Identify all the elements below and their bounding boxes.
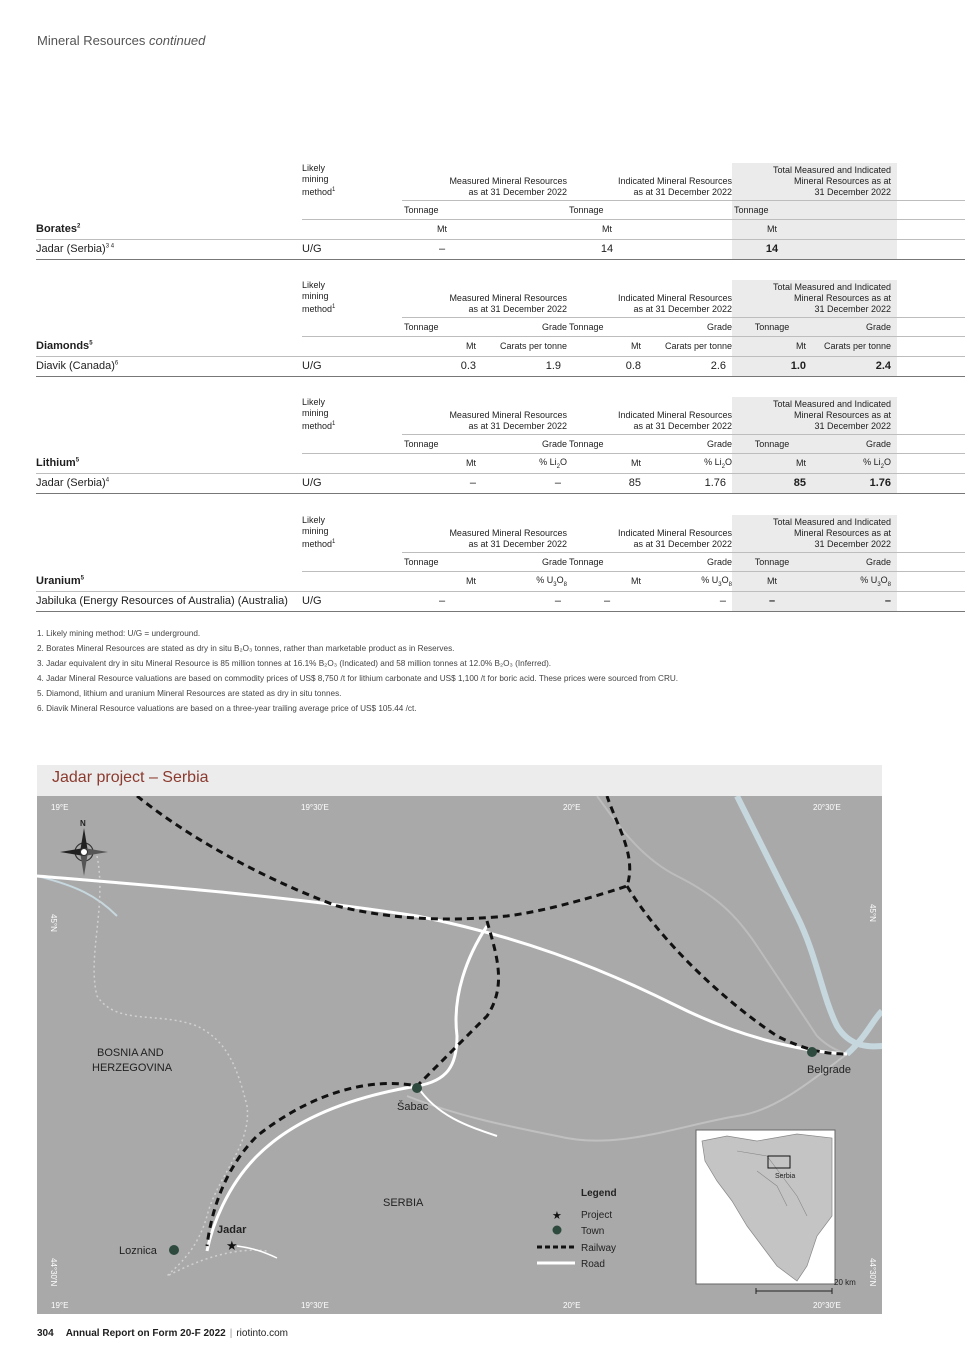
- tonnage-label: Tonnage: [402, 200, 482, 219]
- measured-header: Measured Mineral Resources as at 31 December 2022: [449, 527, 567, 549]
- lon-label-top: 20°30'E: [813, 803, 841, 812]
- tonnage-label: Tonnage: [402, 552, 482, 571]
- footnote: 2. Borates Mineral Resources are stated as dry in situ B₂O₃ tonnes, rather than marketable product as in Reserves.: [37, 644, 455, 653]
- lon-label-bottom: 20°30'E: [813, 1301, 841, 1310]
- unit-label: Mt: [732, 219, 812, 239]
- lat-label-left: 45°N: [49, 914, 58, 932]
- country-label-bih: BOSNIA AND: [97, 1047, 164, 1059]
- tonnage-label: Tonnage: [732, 200, 812, 219]
- lat-label-right: 44°30'N: [868, 1258, 877, 1287]
- method-header: Likely mining method$^1$: [302, 163, 336, 197]
- category-label: Borates$^2$: [36, 219, 302, 239]
- measured-grade: –: [482, 473, 567, 493]
- total-header: Total Measured and Indicated Mineral Resources as at 31 December 2022: [732, 280, 897, 317]
- table-row: [36, 591, 965, 611]
- unit-label: Mt: [567, 336, 647, 356]
- page-number: 304: [37, 1328, 54, 1339]
- measured-tonnage: –: [402, 239, 482, 259]
- grade-unit-label: % $Li_2O$: [647, 453, 732, 473]
- category-label: Lithium$^5$: [36, 453, 302, 473]
- total-grade: 2.4: [812, 356, 897, 376]
- category-label: Diamonds$^5$: [36, 336, 302, 356]
- method-header: Likely mining method$^1$: [302, 397, 336, 431]
- measured-tonnage: –: [402, 591, 482, 611]
- table-row: [36, 239, 965, 259]
- unit-label: Mt: [732, 453, 812, 473]
- lithium-table: [36, 397, 965, 494]
- deposit-name: Jadar (Serbia)$^4$: [36, 473, 302, 493]
- unit-label: Mt: [402, 453, 482, 473]
- unit-label: Mt: [567, 571, 647, 591]
- indicated-header: Indicated Mineral Resources as at 31 December 2022: [617, 175, 732, 197]
- total-tonnage: 14: [732, 239, 812, 259]
- legend-road-label: Road: [581, 1259, 605, 1270]
- legend-project-icon: ★: [552, 1210, 562, 1222]
- mining-method: U/G: [302, 239, 402, 259]
- method-header: Likely mining method$^1$: [302, 515, 336, 549]
- measured-header: Measured Mineral Resources as at 31 December 2022: [449, 175, 567, 197]
- legend-title: Legend: [581, 1188, 617, 1199]
- town-marker-sabac: [412, 1083, 422, 1093]
- indicated-grade: –: [647, 591, 732, 611]
- tonnage-label: Tonnage: [567, 317, 647, 336]
- project-star-icon: ★: [226, 1238, 238, 1253]
- country-label-bih: HERZEGOVINA: [92, 1062, 173, 1074]
- deposit-name: Diavik (Canada)$^6$: [36, 356, 302, 376]
- tonnage-label: Tonnage: [567, 552, 647, 571]
- measured-tonnage: 0.3: [402, 356, 482, 376]
- tonnage-label: Tonnage: [402, 317, 482, 336]
- total-header: Total Measured and Indicated Mineral Resources as at 31 December 2022: [732, 515, 897, 552]
- grade-label: Grade: [812, 317, 897, 336]
- north-label: N: [80, 819, 86, 828]
- borates-table: [36, 163, 965, 260]
- indicated-tonnage: 14: [567, 239, 647, 259]
- grade-label: Grade: [812, 434, 897, 453]
- lon-label-top: 19°30'E: [301, 803, 329, 812]
- inset-label: Serbia: [775, 1173, 796, 1180]
- indicated-header: Indicated Mineral Resources as at 31 December 2022: [617, 409, 732, 431]
- grade-label: Grade: [482, 434, 567, 453]
- grade-unit-label: Carats per tonne: [812, 336, 897, 356]
- indicated-grade: 2.6: [647, 356, 732, 376]
- legend-town-label: Town: [581, 1226, 605, 1237]
- total-tonnage: –: [732, 591, 812, 611]
- unit-label: Mt: [567, 453, 647, 473]
- measured-grade: 1.9: [482, 356, 567, 376]
- grade-unit-label: % $U_3O_8$: [482, 571, 567, 591]
- lon-label-top: 20°E: [563, 803, 581, 812]
- measured-header: Measured Mineral Resources as at 31 December 2022: [449, 409, 567, 431]
- uranium-table: [36, 515, 965, 612]
- table-row: [36, 356, 965, 376]
- footnote: 4. Jadar Mineral Resource valuations are based on commodity prices of US$ 8,750 /t for lithium carbonate and US$ 1,100 /t for boric acid. These prices were sourced from CRU.: [37, 674, 679, 683]
- footnote: 1. Likely mining method: U/G = underground.: [37, 629, 201, 638]
- grade-unit-label: % $U_3O_8$: [812, 571, 897, 591]
- grade-label: Grade: [647, 434, 732, 453]
- total-tonnage: 85: [732, 473, 812, 493]
- section-title: Mineral Resources continued: [37, 33, 206, 48]
- total-tonnage: 1.0: [732, 356, 812, 376]
- indicated-tonnage: –: [567, 591, 647, 611]
- tonnage-label: Tonnage: [732, 552, 812, 571]
- footnote: 6. Diavik Mineral Resource valuations are based on a three-year trailing average price of US$ 105.44 /ct.: [37, 704, 417, 713]
- measured-tonnage: –: [402, 473, 482, 493]
- indicated-tonnage: 85: [567, 473, 647, 493]
- town-label-sabac: Šabac: [397, 1101, 429, 1113]
- map-title: Jadar project – Serbia: [52, 769, 209, 786]
- unit-label: Mt: [402, 571, 482, 591]
- grade-label: Grade: [647, 552, 732, 571]
- town-marker-loznica: [169, 1245, 179, 1255]
- unit-label: Mt: [732, 571, 812, 591]
- deposit-name: Jabiluka (Energy Resources of Australia) (Australia): [36, 591, 302, 611]
- unit-label: Mt: [402, 336, 482, 356]
- measured-header: Measured Mineral Resources as at 31 December 2022: [449, 292, 567, 314]
- mining-method: U/G: [302, 473, 402, 493]
- grade-label: Grade: [482, 317, 567, 336]
- footnotes: [37, 626, 678, 716]
- total-header: Total Measured and Indicated Mineral Resources as at 31 December 2022: [732, 397, 897, 434]
- scale-label: 20 km: [834, 1278, 856, 1287]
- grade-unit-label: % $Li_2O$: [482, 453, 567, 473]
- tonnage-label: Tonnage: [732, 434, 812, 453]
- project-label-jadar: Jadar: [217, 1224, 247, 1236]
- jadar-map: [37, 796, 882, 1314]
- grade-unit-label: Carats per tonne: [482, 336, 567, 356]
- table-row: [36, 473, 965, 493]
- lat-label-right: 45°N: [868, 904, 877, 922]
- lon-label-bottom: 19°30'E: [301, 1301, 329, 1310]
- mining-method: U/G: [302, 356, 402, 376]
- lon-label-top: 19°E: [51, 803, 69, 812]
- footnote: 5. Diamond, lithium and uranium Mineral Resources are stated as dry in situ tonnes.: [37, 689, 342, 698]
- town-label-belgrade: Belgrade: [807, 1064, 852, 1076]
- grade-unit-label: % $Li_2O$: [812, 453, 897, 473]
- footnote: 3. Jadar equivalent dry in situ Mineral Resource is 85 million tonnes at 16.1% B₂O₃ (Indicated) and 58 million tonnes at 12.0% B₂O₃ (Inferred).: [37, 659, 552, 668]
- lat-label-left: 44°30'N: [49, 1258, 58, 1287]
- grade-label: Grade: [482, 552, 567, 571]
- unit-label: Mt: [402, 219, 482, 239]
- total-header: Total Measured and Indicated Mineral Resources as at 31 December 2022: [732, 163, 897, 200]
- diamonds-table: [36, 280, 965, 377]
- method-header: Likely mining method$^1$: [302, 280, 336, 314]
- country-label-serbia: SERBIA: [383, 1197, 424, 1209]
- total-grade: –: [812, 591, 897, 611]
- indicated-tonnage: 0.8: [567, 356, 647, 376]
- indicated-header: Indicated Mineral Resources as at 31 December 2022: [617, 527, 732, 549]
- grade-unit-label: Carats per tonne: [647, 336, 732, 356]
- page-footer: 304 Annual Report on Form 20-F 2022 | riotinto.com: [37, 1328, 289, 1339]
- lon-label-bottom: 20°E: [563, 1301, 581, 1310]
- deposit-name: Jadar (Serbia)$^{3 4}$: [36, 239, 302, 259]
- tonnage-label: Tonnage: [732, 317, 812, 336]
- legend-project-label: Project: [581, 1210, 613, 1221]
- legend-town-icon: [553, 1226, 562, 1235]
- category-label: Uranium$^5$: [36, 571, 302, 591]
- grade-unit-label: % $U_3O_8$: [647, 571, 732, 591]
- lon-label-bottom: 19°E: [51, 1301, 69, 1310]
- website-link[interactable]: riotinto.com: [236, 1328, 289, 1339]
- indicated-grade: 1.76: [647, 473, 732, 493]
- indicated-header: Indicated Mineral Resources as at 31 December 2022: [617, 292, 732, 314]
- legend-railway-label: Railway: [581, 1243, 617, 1254]
- report-name: Annual Report on Form 20-F 2022: [65, 1328, 226, 1339]
- inset-map: [696, 1130, 835, 1294]
- town-label-loznica: Loznica: [119, 1245, 157, 1257]
- tonnage-label: Tonnage: [567, 434, 647, 453]
- tonnage-label: Tonnage: [567, 200, 647, 219]
- tonnage-label: Tonnage: [402, 434, 482, 453]
- measured-grade: –: [482, 591, 567, 611]
- grade-label: Grade: [812, 552, 897, 571]
- town-marker-belgrade: [807, 1047, 817, 1057]
- total-grade: 1.76: [812, 473, 897, 493]
- mining-method: U/G: [302, 591, 402, 611]
- unit-label: Mt: [567, 219, 647, 239]
- unit-label: Mt: [732, 336, 812, 356]
- grade-label: Grade: [647, 317, 732, 336]
